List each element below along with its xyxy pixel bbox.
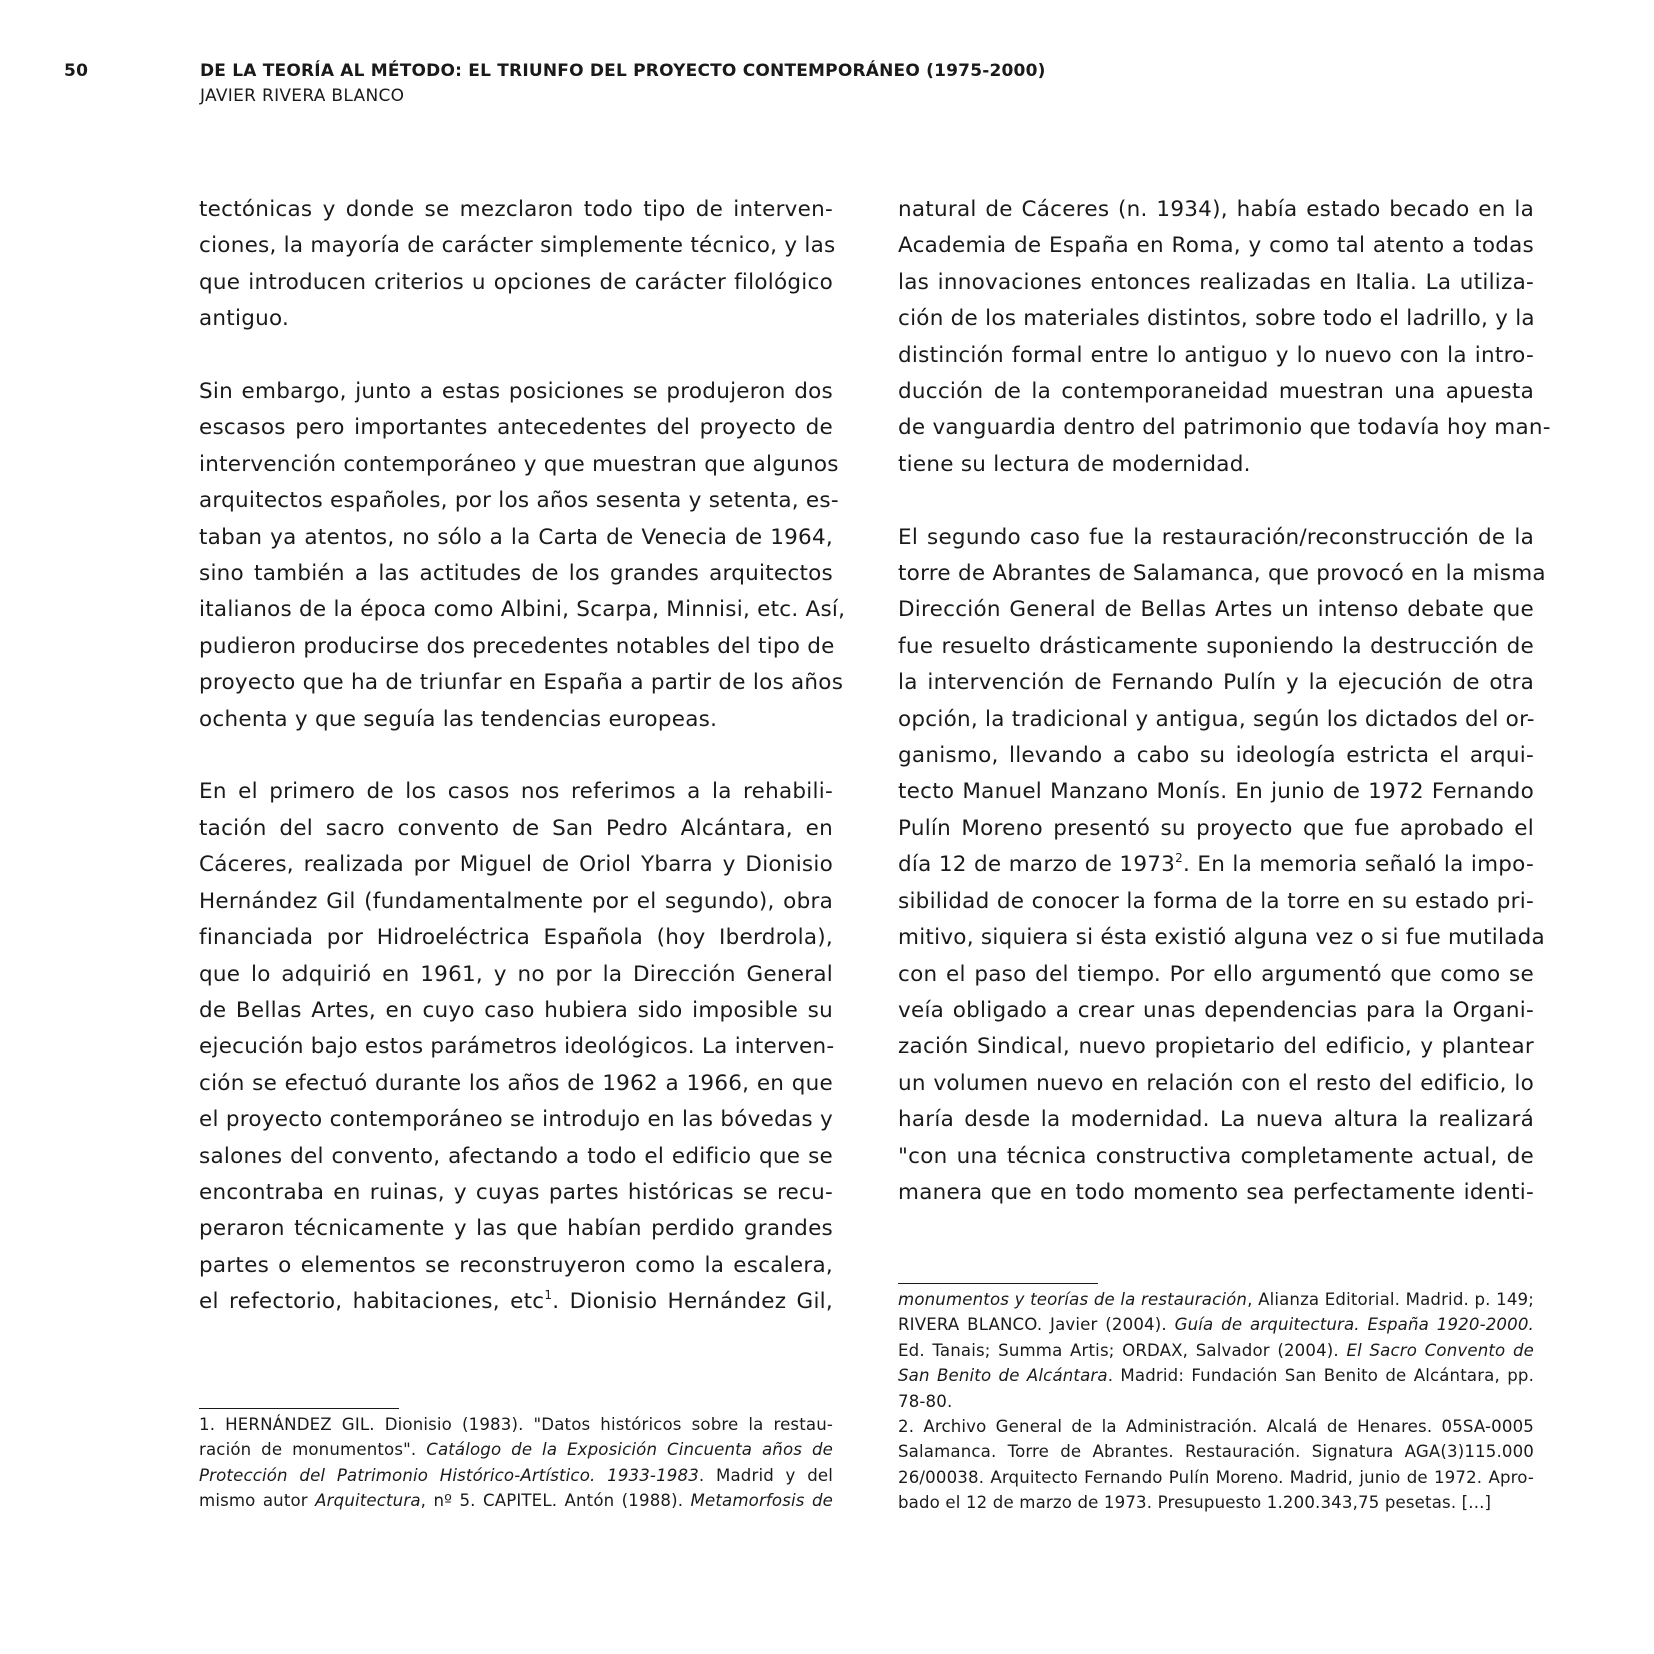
- footnotes-left: [199, 1412, 833, 1514]
- text-line: con el paso del tiempo. Por ello argumentó que como se: [898, 961, 1534, 987]
- text-line: proyecto que ha de triunfar en España a partir de los años: [199, 670, 844, 696]
- text-line: de vanguardia dentro del patrimonio que todavía hoy man-: [898, 415, 1551, 441]
- text-line: ción se efectuó durante los años de 1962 a 1966, en que: [199, 1070, 833, 1096]
- text-line: "con una técnica constructiva completamente actual, de: [898, 1143, 1534, 1169]
- footnote-line: [199, 1437, 833, 1462]
- text-segment: ración de monumentos".: [199, 1440, 427, 1460]
- text-line: Academia de España en Roma, y como tal atento a todas: [898, 233, 1534, 259]
- running-title: DE LA TEORÍA AL MÉTODO: EL TRIUNFO DEL PROYECTO CONTEMPORÁNEO (1975-2000): [200, 61, 1046, 81]
- paragraph-right-1: [898, 192, 1551, 483]
- footnote-line: [898, 1287, 1534, 1312]
- text-line: ochenta y que seguía las tendencias europeas.: [199, 706, 718, 732]
- footnote-line: Salamanca. Torre de Abrantes. Restauración. Signatura AGA(3)115.000: [898, 1442, 1534, 1462]
- text-line: ducción de la contemporaneidad muestran una apuesta: [898, 379, 1534, 405]
- citation-title: San Benito de Alcántara: [898, 1366, 1108, 1386]
- text-segment: mismo autor: [199, 1491, 316, 1511]
- footnote-line: [898, 1363, 1534, 1388]
- footnote-line: [898, 1312, 1534, 1337]
- text-segment: el refectorio, habitaciones, etc: [199, 1289, 545, 1315]
- page-number: 50: [64, 61, 89, 81]
- footnote-line: [199, 1488, 833, 1513]
- text-line: haría desde la modernidad. La nueva altura la realizará: [898, 1107, 1534, 1133]
- paragraph-left-2: [199, 374, 846, 738]
- citation-title: Catálogo de la Exposición Cincuenta años de: [426, 1440, 833, 1460]
- footnote-line: 78-80.: [898, 1391, 953, 1411]
- text-segment: . Madrid: Fundación San Benito de Alcántara, pp.: [1107, 1366, 1534, 1386]
- text-line: manera que en todo momento sea perfectamente identi-: [898, 1179, 1534, 1205]
- text-line: encontraba en ruinas, y cuyas partes históricas se recu-: [199, 1179, 833, 1205]
- text-segment: RIVERA BLANCO. Javier (2004).: [898, 1315, 1175, 1335]
- text-line: el proyecto contemporáneo se introdujo en las bóvedas y: [199, 1107, 833, 1133]
- text-line: escasos pero importantes antecedentes del proyecto de: [199, 415, 833, 441]
- text-line: zación Sindical, nuevo propietario del edificio, y plantear: [898, 1034, 1534, 1060]
- citation-title: Protección del Patrimonio Histórico-Artístico. 1933-1983: [199, 1465, 699, 1485]
- text-line: ciones, la mayoría de carácter simplemente técnico, y las: [199, 233, 836, 259]
- text-line: financiada por Hidroeléctrica Española (hoy Iberdrola),: [199, 925, 833, 951]
- footnote-line: [199, 1463, 833, 1488]
- text-segment: , nº 5. CAPITEL. Antón (1988).: [420, 1491, 691, 1511]
- paragraph-left-3: [199, 774, 833, 1320]
- text-line: tiene su lectura de modernidad.: [898, 451, 1251, 477]
- citation-title: Arquitectura: [315, 1491, 421, 1511]
- text-line: Pulín Moreno presentó su proyecto que fue aprobado el: [898, 815, 1534, 841]
- citation-title: Metamorfosis de: [690, 1491, 833, 1511]
- footnote-ref-2[interactable]: 2: [1175, 851, 1183, 866]
- footnote-divider: [898, 1283, 1098, 1284]
- text-line: ción de los materiales distintos, sobre todo el ladrillo, y la: [898, 306, 1535, 332]
- text-line: peraron técnicamente y las que habían perdido grandes: [199, 1216, 833, 1242]
- text-line: un volumen nuevo en relación con el resto del edificio, lo: [898, 1070, 1534, 1096]
- footnote-line: bado el 12 de marzo de 1973. Presupuesto 1.200.343,75 pesetas. [...]: [898, 1493, 1492, 1513]
- text-line: El segundo caso fue la restauración/reconstrucción de la: [898, 524, 1534, 550]
- text-line: fue resuelto drásticamente suponiendo la destrucción de: [898, 633, 1534, 659]
- text-line: Hernández Gil (fundamentalmente por el segundo), obra: [199, 888, 833, 914]
- text-line: ejecución bajo estos parámetros ideológicos. La interven-: [199, 1034, 835, 1060]
- left-column: [199, 192, 846, 1357]
- text-line: de Bellas Artes, en cuyo caso hubiera sido imposible su: [199, 997, 833, 1023]
- text-line: [199, 1284, 833, 1320]
- text-line: distinción formal entre lo antiguo y lo nuevo con la intro-: [898, 342, 1534, 368]
- text-line: que lo adquirió en 1961, y no por la Dirección General: [199, 961, 833, 987]
- text-segment: Ed. Tanais; Summa Artis; ORDAX, Salvador (2004).: [898, 1340, 1347, 1360]
- text-line: las innovaciones entonces realizadas en Italia. La utiliza-: [898, 269, 1534, 295]
- text-segment: . Dionisio Hernández Gil,: [552, 1289, 833, 1315]
- footnote-line: 26/00038. Arquitecto Fernando Pulín Moreno. Madrid, junio de 1972. Apro-: [898, 1467, 1534, 1487]
- text-line: ganismo, llevando a cabo su ideología estricta el arqui-: [898, 743, 1534, 769]
- text-line: Sin embargo, junto a estas posiciones se produjeron dos: [199, 379, 833, 405]
- footnotes-right: [898, 1287, 1534, 1516]
- text-line: tecto Manuel Manzano Monís. En junio de 1972 Fernando: [898, 779, 1534, 805]
- text-line: [898, 847, 1534, 883]
- text-line: mitivo, siquiera si ésta existió alguna vez o si fue mutilada: [898, 925, 1545, 951]
- footnote-ref-1[interactable]: 1: [544, 1288, 553, 1303]
- footnote-line: 1. HERNÁNDEZ GIL. Dionisio (1983). "Datos históricos sobre la restau-: [199, 1415, 833, 1434]
- text-line: partes o elementos se reconstruyeron como la escalera,: [199, 1252, 833, 1278]
- text-line: Cáceres, realizada por Miguel de Oriol Ybarra y Dionisio: [199, 852, 833, 878]
- text-line: natural de Cáceres (n. 1934), había estado becado en la: [898, 197, 1534, 222]
- text-line: sibilidad de conocer la forma de la torre en su estado pri-: [898, 888, 1534, 914]
- text-line: torre de Abrantes de Salamanca, que provocó en la misma: [898, 561, 1546, 587]
- text-line: arquitectos españoles, por los años sesenta y setenta, es-: [199, 488, 839, 514]
- paragraph-left-1: [199, 192, 836, 338]
- citation-title: El Sacro Convento de: [1346, 1340, 1534, 1360]
- text-line: tación del sacro convento de San Pedro Alcántara, en: [199, 815, 833, 841]
- text-line: Dirección General de Bellas Artes un intenso debate que: [898, 597, 1534, 623]
- text-line: salones del convento, afectando a todo el edificio que se: [199, 1143, 833, 1169]
- citation-title: Guía de arquitectura. España 1920-2000.: [1174, 1315, 1534, 1335]
- footnote-line: [898, 1338, 1534, 1363]
- footnote-line: 2. Archivo General de la Administración. Alcalá de Henares. 05SA-0005: [898, 1417, 1534, 1437]
- text-line: intervención contemporáneo y que muestran que algunos: [199, 451, 839, 477]
- footnote-divider: [199, 1408, 399, 1409]
- text-line: tectónicas y donde se mezclaron todo tipo de interven-: [199, 197, 833, 222]
- text-line: sino también a las actitudes de los grandes arquitectos: [199, 561, 833, 587]
- text-line: En el primero de los casos nos referimos a la rehabili-: [199, 779, 833, 805]
- text-line: que introducen criterios u opciones de carácter filológico: [199, 269, 833, 295]
- paragraph-right-2: [898, 520, 1546, 1212]
- text-line: opción, la tradicional y antigua, según los dictados del or-: [898, 706, 1535, 732]
- text-line: italianos de la época como Albini, Scarpa, Minnisi, etc. Así,: [199, 597, 846, 623]
- text-segment: . En la memoria señaló la impo-: [1183, 852, 1534, 878]
- text-segment: . Madrid y del: [698, 1465, 833, 1485]
- text-line: pudieron producirse dos precedentes notables del tipo de: [199, 633, 835, 659]
- text-line: la intervención de Fernando Pulín y la ejecución de otra: [898, 670, 1534, 696]
- text-line: antiguo.: [199, 306, 290, 332]
- text-line: taban ya atentos, no sólo a la Carta de Venecia de 1964,: [199, 524, 833, 550]
- running-author: JAVIER RIVERA BLANCO: [200, 86, 405, 106]
- text-line: veía obligado a crear unas dependencias para la Organi-: [898, 997, 1534, 1023]
- citation-title: monumentos y teorías de la restauración: [898, 1290, 1248, 1309]
- right-column: [898, 192, 1551, 1248]
- text-segment: día 12 de marzo de 1973: [898, 852, 1176, 878]
- text-segment: , Alianza Editorial. Madrid. p. 149;: [1247, 1290, 1534, 1309]
